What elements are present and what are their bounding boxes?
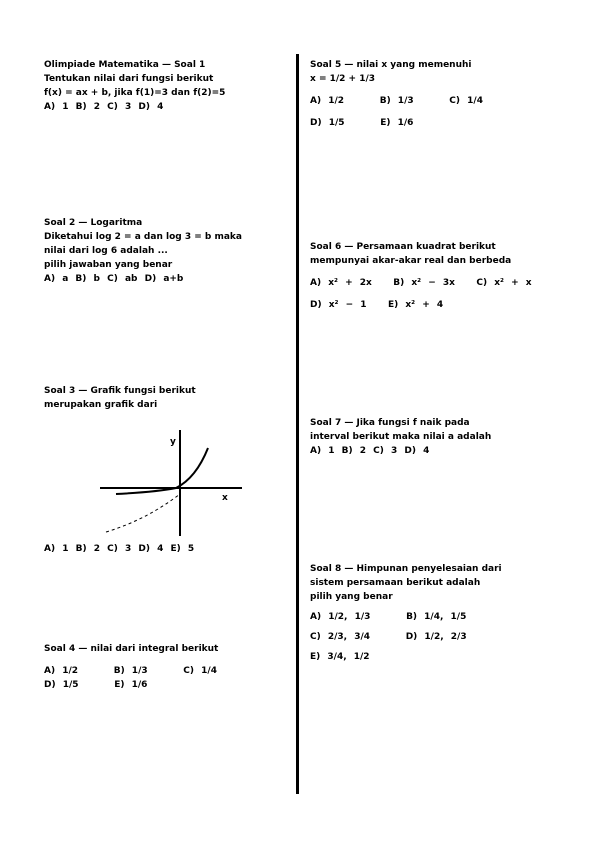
question-5-options-row-1	[310, 94, 483, 108]
option-d: D) 1/5	[310, 118, 345, 128]
question-7-line-2: interval berikut maka nilai a adalah	[310, 432, 492, 442]
option-b: B) 1/3	[113, 666, 148, 676]
question-5	[310, 58, 483, 130]
question-4-options-row-2	[44, 678, 218, 692]
option-e: E) x² + 4	[387, 300, 444, 310]
question-1	[44, 58, 225, 114]
question-2-line-2: Diketahui log 2 = a dan log 3 = b maka	[44, 232, 242, 242]
option-e: E) 1/6	[380, 118, 414, 128]
option-b: B) 1/3	[379, 96, 414, 106]
option-b: B) x² − 3x	[393, 278, 455, 288]
column-divider	[296, 54, 299, 794]
question-4	[44, 642, 218, 692]
question-7-line-1: Soal 7 — Jika fungsi f naik pada	[310, 418, 470, 428]
option-c: C) 2/3, 3/4	[310, 632, 371, 642]
question-1-line-2: Tentukan nilai dari fungsi berikut	[44, 74, 214, 84]
question-3-options-block	[44, 542, 194, 556]
option-e: E) 3/4, 1/2	[310, 652, 370, 662]
question-7-options: A) 1 B) 2 C) 3 D) 4	[310, 446, 430, 456]
question-3-options: A) 1 B) 2 C) 3 D) 4 E) 5	[44, 544, 195, 554]
question-6-line-1: Soal 6 — Persamaan kuadrat berikut	[310, 242, 496, 252]
question-6-options-row-1	[310, 276, 532, 290]
question-2-options: A) a B) b C) ab D) a+b	[44, 274, 184, 284]
question-5-line-2: x = 1/2 + 1/3	[310, 74, 376, 84]
question-5-options-row-2	[310, 116, 483, 130]
question-6-line-2: mempunyai akar-akar real dan berbeda	[310, 256, 512, 266]
question-4-options-row-1	[44, 664, 218, 678]
question-1-options: A) 1 B) 2 C) 3 D) 4	[44, 102, 164, 112]
option-d: D) 1/5	[44, 680, 79, 690]
option-d: D) x² − 1	[310, 300, 367, 310]
option-c: C) 1/4	[183, 666, 217, 676]
question-6	[310, 240, 532, 312]
question-1-line-3: f(x) = ax + b, jika f(1)=3 dan f(2)=5	[44, 88, 226, 98]
option-e: E) 1/6	[114, 680, 148, 690]
question-7	[310, 416, 491, 458]
question-4-line-1: Soal 4 — nilai dari integral berikut	[44, 644, 219, 654]
option-d: D) 1/2, 2/3	[405, 632, 467, 642]
question-8-line-2: sistem persamaan berikut adalah	[310, 578, 481, 588]
question-3-line-1: Soal 3 — Grafik fungsi berikut	[44, 386, 196, 396]
question-3-line-2: merupakan grafik dari	[44, 400, 158, 410]
option-c: C) 1/4	[449, 96, 483, 106]
function-graph	[96, 420, 246, 540]
option-a: A) x² + 2x	[310, 278, 372, 288]
option-c: C) x² + x	[476, 278, 532, 288]
question-5-line-1: Soal 5 — nilai x yang memenuhi	[310, 60, 472, 70]
question-6-options-row-2	[310, 298, 532, 312]
question-8-line-3: pilih yang benar	[310, 592, 393, 602]
question-8-options-row-3	[310, 650, 502, 664]
y-axis-label: y	[170, 437, 176, 447]
question-1-line-1: Olimpiade Matematika — Soal 1	[44, 60, 206, 70]
question-2-line-1: Soal 2 — Logaritma	[44, 218, 143, 228]
option-a: A) 1/2	[44, 666, 79, 676]
question-8-options-row-1	[310, 610, 502, 624]
x-axis-label: x	[222, 493, 228, 503]
option-b: B) 1/4, 1/5	[406, 612, 467, 622]
option-a: A) 1/2	[310, 96, 345, 106]
question-3	[44, 384, 196, 412]
question-2-line-3: nilai dari log 6 adalah ...	[44, 246, 168, 256]
asymptote-curve	[106, 494, 180, 532]
option-a: A) 1/2, 1/3	[310, 612, 371, 622]
question-8-options-row-2	[310, 630, 502, 644]
question-2-line-4: pilih jawaban yang benar	[44, 260, 173, 270]
question-8	[310, 562, 502, 664]
question-8-line-1: Soal 8 — Himpunan penyelesaian dari	[310, 564, 502, 574]
question-2	[44, 216, 242, 286]
